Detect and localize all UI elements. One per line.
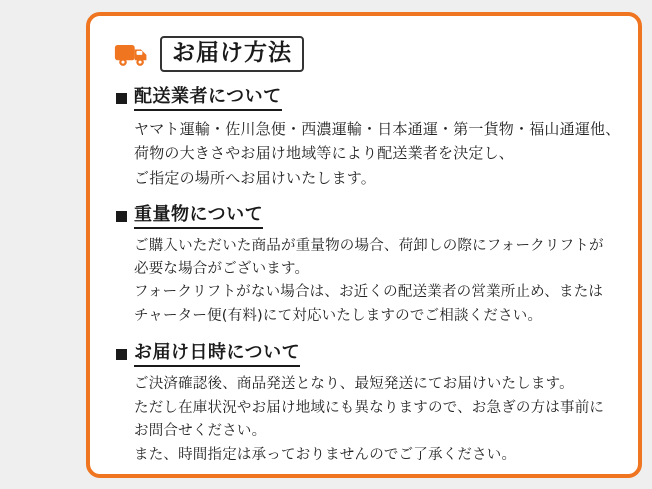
section-carrier: [116, 86, 621, 189]
square-bullet-icon: [116, 349, 127, 360]
section-delivery-datetime-body: [134, 373, 618, 467]
body-line: ご指定の場所へお届けいたします。: [134, 168, 377, 187]
square-bullet-icon: [116, 93, 127, 104]
page-title: お届け方法: [172, 40, 292, 66]
shipping-info-card: [86, 12, 642, 478]
body-line: ご決済確認後、商品発送となり、最短発送にてお届けいたします。: [134, 376, 574, 393]
section-heavy-items-body: [134, 235, 618, 329]
section-heavy-items-head: [116, 204, 618, 229]
body-line: チャーター便(有料)にて対応いたしますのでご相談ください。: [134, 307, 543, 324]
body-line: 必要な場合がございます。: [134, 261, 310, 277]
section-delivery-datetime-title: お届け日時について: [134, 342, 300, 367]
body-line: ご購入いただいた商品が重量物の場合、荷卸しの際にフォークリフトが: [134, 237, 604, 254]
body-line: また、時間指定は承っておりませんのでご了承ください。: [134, 446, 517, 463]
section-carrier-head: [116, 86, 618, 111]
body-line: フォークリフトがない場合は、お近くの配送業者の営業所止め、または: [134, 284, 604, 301]
card-title-row: [114, 36, 618, 72]
body-line: お問合せください。: [134, 423, 267, 440]
section-heavy-items-title: 重量物について: [134, 204, 263, 229]
section-carrier-body: [134, 117, 621, 190]
section-delivery-datetime: [116, 342, 618, 467]
section-delivery-datetime-head: [116, 342, 618, 367]
section-carrier-title: 配送業者について: [134, 86, 282, 111]
body-line: ヤマト運輸・佐川急便・西濃運輸・日本通運・第一貨物・福山通運他、: [134, 120, 621, 139]
body-line: ただし在庫状況やお届け地域にも異なりますので、お急ぎの方は事前に: [134, 399, 605, 416]
card-title-box: [160, 36, 304, 72]
section-heavy-items: [116, 204, 618, 329]
body-line: 荷物の大きさやお届け地域等により配送業者を決定し、: [134, 144, 515, 163]
square-bullet-icon: [116, 211, 127, 222]
delivery-truck-icon: [114, 39, 150, 69]
